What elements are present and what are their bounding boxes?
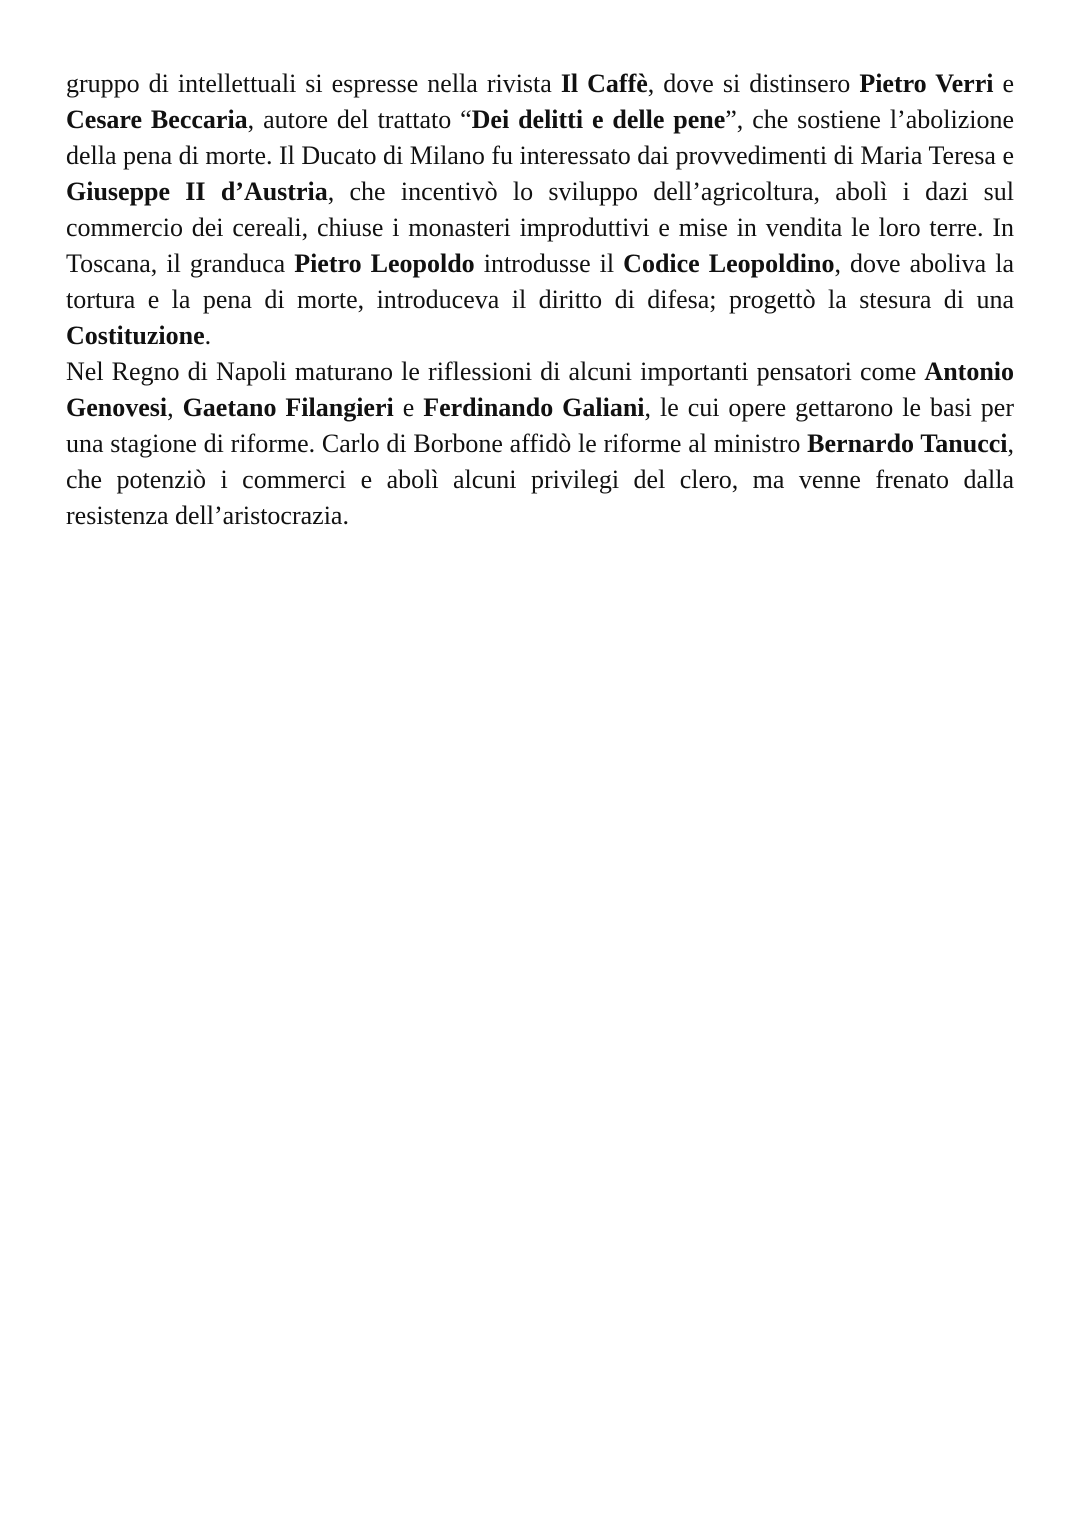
paragraph-lombardy-tuscany [66, 66, 1014, 354]
bold-term-dei-delitti: Dei delitti e delle pene [471, 105, 726, 134]
bold-term-giuseppe-ii: Giuseppe II d’Austria [66, 177, 328, 206]
bold-term-il-caffe: Il Caffè [560, 69, 648, 98]
text-run: , che incentivò lo sviluppo dell’agricoltura, abolì i dazi sul commercio dei cereali, chiuse i monasteri improduttivi e mise in vendita le loro terre. In Toscana, il granduca [66, 177, 1015, 278]
bold-term-antonio-genovesi: Antonio Genovesi [66, 357, 1014, 422]
bold-term-bernardo-tanucci: Bernardo Tanucci [807, 429, 1008, 458]
text-run: , dove si distinsero [647, 69, 860, 98]
bold-term-pietro-leopoldo: Pietro Leopoldo [294, 249, 475, 278]
bold-term-gaetano-filangieri: Gaetano Filangieri [182, 393, 394, 422]
text-run: ”, che sostiene l’abolizione della pena di morte. Il Ducato di Milano fu interessato dai provvedimenti di Maria Teresa e [66, 105, 1014, 170]
bold-term-codice-leopoldino: Codice Leopoldino [623, 249, 835, 278]
bold-term-ferdinando-galiani: Ferdinando Galiani [423, 393, 645, 422]
text-run: gruppo di intellettuali si espresse nella rivista [66, 69, 561, 98]
text-run: , [167, 393, 183, 422]
document-page [66, 66, 1014, 534]
paragraph-naples [66, 354, 1014, 534]
text-run: introdusse il [474, 249, 624, 278]
bold-term-costituzione: Costituzione [66, 321, 205, 350]
bold-term-pietro-verri: Pietro Verri [859, 69, 994, 98]
text-run: e [993, 69, 1015, 98]
text-run: , le cui opere gettarono le basi per una stagione di riforme. Carlo di Borbone affidò le riforme al ministro [66, 393, 1015, 458]
text-run: , autore del trattato “ [247, 105, 472, 134]
text-run: , dove aboliva la tortura e la pena di morte, introduceva il diritto di difesa; progettò la stesura di una [66, 249, 1014, 314]
text-run: , che potenziò i commerci e abolì alcuni privilegi del clero, ma venne frenato dalla resistenza dell’aristocrazia. [66, 429, 1014, 530]
text-run: . [204, 321, 212, 350]
text-run: e [393, 393, 424, 422]
bold-term-cesare-beccaria: Cesare Beccaria [66, 105, 248, 134]
text-run: Nel Regno di Napoli maturano le riflessioni di alcuni importanti pensatori come [66, 357, 925, 386]
